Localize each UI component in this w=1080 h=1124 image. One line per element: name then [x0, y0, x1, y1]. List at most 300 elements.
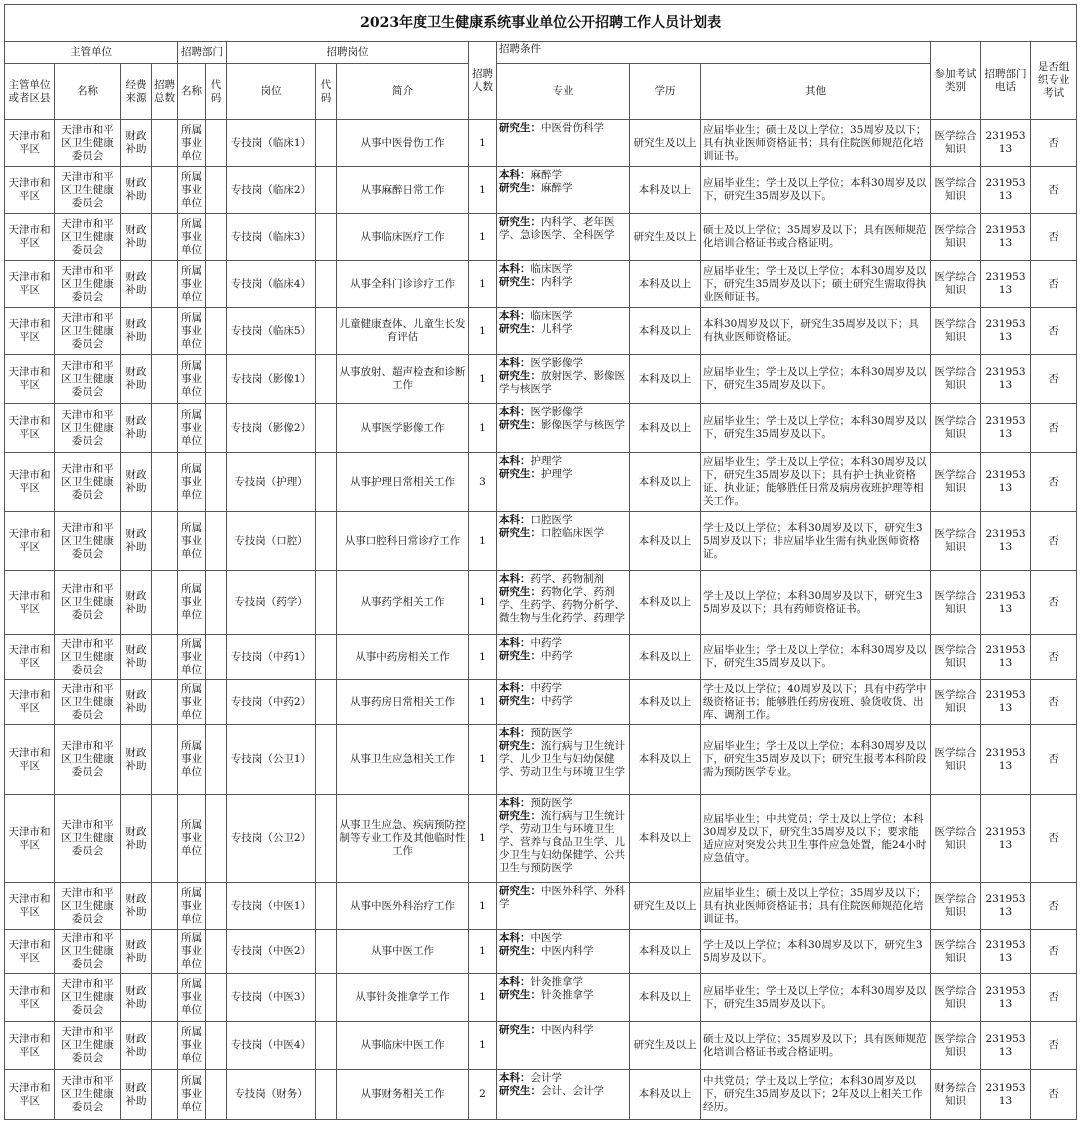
cell-count: 1 — [469, 635, 497, 680]
cell-post-intro: 从事中医工作 — [337, 930, 469, 974]
cell-org-exam: 否 — [1031, 930, 1077, 974]
cell-exam-type: 医学综合知识 — [931, 120, 981, 167]
header-count: 招聘人数 — [469, 42, 497, 120]
major-line — [499, 1085, 627, 1098]
cell-funding: 财政补助 — [121, 120, 152, 167]
major-line — [499, 1072, 627, 1085]
cell-other: 学士及以上学位；40周岁及以下；具有中药学中级资格证书；能够胜任药房夜班、验货收货、出库、调剂工作。 — [701, 680, 931, 725]
cell-district: 天津市和平区 — [5, 512, 55, 571]
table-row — [5, 167, 1077, 214]
cell-degree: 本科及以上 — [630, 635, 701, 680]
cell-dept-code — [206, 571, 227, 635]
cell-total — [152, 308, 178, 355]
cell-phone: 23195313 — [981, 308, 1031, 355]
cell-major — [497, 355, 630, 404]
cell-dept-name: 所属事业单位 — [178, 680, 206, 725]
cell-total — [152, 214, 178, 261]
cell-dept-name: 所属事业单位 — [178, 883, 206, 930]
cell-other: 应届毕业生；学士及以上学位；本科30周岁及以下，研究生35周岁及以下。 — [701, 974, 931, 1022]
major-level-label: 研究生： — [499, 695, 541, 707]
cell-degree: 本科及以上 — [630, 512, 701, 571]
major-level-label: 研究生： — [499, 989, 541, 1001]
cell-count: 1 — [469, 883, 497, 930]
cell-other: 硕士及以上学位；35周岁及以下；具有医师规范化培训合格证书或合格证明。 — [701, 214, 931, 261]
header-unit-name: 名称 — [55, 64, 121, 120]
major-level-label: 研究生： — [499, 1024, 541, 1036]
cell-count: 1 — [469, 404, 497, 453]
cell-major — [497, 261, 630, 308]
cell-major — [497, 974, 630, 1022]
cell-funding: 财政补助 — [121, 930, 152, 974]
major-level-label: 本科： — [499, 169, 531, 181]
major-level-label: 研究生： — [499, 885, 541, 897]
table-row — [5, 308, 1077, 355]
cell-phone: 23195313 — [981, 355, 1031, 404]
major-level-label: 研究生： — [499, 216, 541, 228]
cell-degree: 本科及以上 — [630, 680, 701, 725]
major-level-label: 研究生： — [499, 586, 541, 598]
major-level-label: 研究生： — [499, 740, 541, 752]
header-degree: 学历 — [630, 64, 701, 120]
cell-phone: 23195313 — [981, 930, 1031, 974]
major-text: 护理学 — [530, 455, 562, 467]
major-line — [499, 419, 627, 432]
cell-post-intro: 从事药房日常相关工作 — [337, 680, 469, 725]
cell-dept-code — [206, 883, 227, 930]
cell-funding: 财政补助 — [121, 883, 152, 930]
header-major: 专业 — [497, 64, 630, 120]
cell-count: 1 — [469, 214, 497, 261]
cell-count: 1 — [469, 120, 497, 167]
cell-degree: 本科及以上 — [630, 453, 701, 512]
major-text: 口腔临床医学 — [541, 527, 604, 539]
cell-post-code — [316, 167, 337, 214]
cell-unit-name: 天津市和平区卫生健康委员会 — [55, 795, 121, 883]
cell-funding: 财政补助 — [121, 795, 152, 883]
cell-funding: 财政补助 — [121, 1070, 152, 1120]
header-post: 岗位 — [227, 64, 316, 120]
cell-dept-code — [206, 120, 227, 167]
cell-post-code — [316, 883, 337, 930]
cell-other: 应届毕业生；学士及以上学位；本科30周岁及以下，研究生35周岁及以下。 — [701, 167, 931, 214]
cell-degree: 本科及以上 — [630, 974, 701, 1022]
cell-exam-type: 医学综合知识 — [931, 725, 981, 795]
recruitment-plan-table — [4, 4, 1077, 1120]
cell-phone: 23195313 — [981, 725, 1031, 795]
cell-major — [497, 795, 630, 883]
cell-count: 1 — [469, 974, 497, 1022]
table-row — [5, 974, 1077, 1022]
cell-post: 专技岗（中药1） — [227, 635, 316, 680]
cell-unit-name: 天津市和平区卫生健康委员会 — [55, 453, 121, 512]
cell-dept-code — [206, 1022, 227, 1070]
cell-degree: 本科及以上 — [630, 1070, 701, 1120]
cell-post: 专技岗（中医1） — [227, 883, 316, 930]
cell-post-intro: 从事口腔科日常诊疗工作 — [337, 512, 469, 571]
major-line — [499, 695, 627, 708]
cell-exam-type: 医学综合知识 — [931, 512, 981, 571]
cell-post-intro: 从事放射、超声检查和诊断工作 — [337, 355, 469, 404]
major-line — [499, 263, 627, 276]
cell-total — [152, 261, 178, 308]
cell-org-exam: 否 — [1031, 1070, 1077, 1120]
cell-org-exam: 否 — [1031, 512, 1077, 571]
cell-major — [497, 308, 630, 355]
major-line — [499, 468, 627, 481]
cell-exam-type: 医学综合知识 — [931, 167, 981, 214]
cell-major — [497, 1070, 630, 1120]
cell-count: 1 — [469, 680, 497, 725]
cell-total — [152, 1070, 178, 1120]
cell-exam-type: 医学综合知识 — [931, 214, 981, 261]
major-text: 会计、会计学 — [541, 1085, 604, 1097]
cell-other: 学士及以上学位；本科30周岁及以下，研究生35周岁及以下。 — [701, 930, 931, 974]
cell-post-code — [316, 512, 337, 571]
cell-post: 专技岗（中医3） — [227, 974, 316, 1022]
cell-funding: 财政补助 — [121, 308, 152, 355]
major-text: 内科学 — [541, 276, 573, 288]
major-line — [499, 650, 627, 663]
cell-org-exam: 否 — [1031, 404, 1077, 453]
cell-dept-name: 所属事业单位 — [178, 1070, 206, 1120]
cell-post: 专技岗（临床4） — [227, 261, 316, 308]
cell-count: 1 — [469, 795, 497, 883]
major-text: 内科学、老年医学、急诊医学、全科医学 — [499, 216, 615, 241]
major-text: 预防医学 — [530, 797, 573, 809]
cell-org-exam: 否 — [1031, 167, 1077, 214]
cell-post: 专技岗（护理） — [227, 453, 316, 512]
cell-post-intro: 从事药学相关工作 — [337, 571, 469, 635]
header-unit-group: 主管单位 — [5, 42, 178, 64]
cell-exam-type: 医学综合知识 — [931, 795, 981, 883]
cell-total — [152, 512, 178, 571]
major-line — [499, 514, 627, 527]
cell-other: 应届毕业生；学士及以上学位；本科30周岁及以下，研究生35周岁及以下。 — [701, 635, 931, 680]
header-post-intro: 简介 — [337, 64, 469, 120]
major-text: 会计学 — [530, 1072, 562, 1084]
cell-dept-code — [206, 404, 227, 453]
cell-count: 1 — [469, 725, 497, 795]
cell-unit-name: 天津市和平区卫生健康委员会 — [55, 512, 121, 571]
cell-total — [152, 167, 178, 214]
cell-other: 中共党员；学士及以上学位；本科30周岁及以下，研究生35周岁及以下；2年及以上相关工作经历。 — [701, 1070, 931, 1120]
cell-major — [497, 120, 630, 167]
cell-post: 专技岗（公卫1） — [227, 725, 316, 795]
cell-degree: 研究生及以上 — [630, 883, 701, 930]
major-text: 中医外科学、外科学 — [499, 885, 625, 910]
major-text: 流行病与卫生统计学、儿少卫生与妇幼保健学、劳动卫生与环境卫生学 — [499, 740, 625, 778]
major-text: 临床医学 — [530, 263, 573, 275]
cell-funding: 财政补助 — [121, 974, 152, 1022]
cell-total — [152, 883, 178, 930]
cell-total — [152, 120, 178, 167]
cell-org-exam: 否 — [1031, 680, 1077, 725]
cell-post-intro: 从事临床医疗工作 — [337, 214, 469, 261]
cell-post: 专技岗（中药2） — [227, 680, 316, 725]
cell-post-intro: 从事针灸推拿学工作 — [337, 974, 469, 1022]
cell-post-intro: 从事财务相关工作 — [337, 1070, 469, 1120]
cell-count: 2 — [469, 1070, 497, 1120]
cell-dept-name: 所属事业单位 — [178, 404, 206, 453]
table-row — [5, 404, 1077, 453]
cell-post-intro: 从事卫生应急、疾病预防控制等专业工作及其他临时性工作 — [337, 795, 469, 883]
header-unit-total: 招聘总数 — [152, 64, 178, 120]
cell-degree: 本科及以上 — [630, 308, 701, 355]
cell-org-exam: 否 — [1031, 974, 1077, 1022]
cell-district: 天津市和平区 — [5, 930, 55, 974]
cell-dept-name: 所属事业单位 — [178, 725, 206, 795]
header-exam-type: 参加考试类别 — [931, 42, 981, 120]
cell-unit-name: 天津市和平区卫生健康委员会 — [55, 680, 121, 725]
cell-other: 应届毕业生；硕士及以上学位；35周岁及以下；具有执业医师资格证书；具有住院医师规范化培训证书。 — [701, 120, 931, 167]
major-text: 中医骨伤科学 — [541, 122, 604, 134]
cell-phone: 23195313 — [981, 635, 1031, 680]
cell-other: 应届毕业生；学士及以上学位；本科30周岁及以下，研究生35周岁及以下。 — [701, 404, 931, 453]
cell-post: 专技岗（临床5） — [227, 308, 316, 355]
cell-post: 专技岗（临床1） — [227, 120, 316, 167]
major-level-label: 研究生： — [499, 122, 541, 134]
cell-major — [497, 167, 630, 214]
major-text: 药物化学、药剂学、生药学、药物分析学、微生物与生化药学、药理学 — [499, 586, 625, 624]
cell-org-exam: 否 — [1031, 635, 1077, 680]
cell-post: 专技岗（中医2） — [227, 930, 316, 974]
cell-count: 1 — [469, 308, 497, 355]
cell-funding: 财政补助 — [121, 404, 152, 453]
header-other: 其他 — [701, 64, 931, 120]
cell-total — [152, 725, 178, 795]
cell-other: 硕士及以上学位；35周岁及以下；具有医师规范化培训合格证书或合格证明。 — [701, 1022, 931, 1070]
cell-unit-name: 天津市和平区卫生健康委员会 — [55, 308, 121, 355]
cell-dept-name: 所属事业单位 — [178, 120, 206, 167]
cell-unit-name: 天津市和平区卫生健康委员会 — [55, 1070, 121, 1120]
cell-unit-name: 天津市和平区卫生健康委员会 — [55, 167, 121, 214]
cell-phone: 23195313 — [981, 883, 1031, 930]
cell-dept-name: 所属事业单位 — [178, 167, 206, 214]
cell-total — [152, 974, 178, 1022]
cell-exam-type: 医学综合知识 — [931, 635, 981, 680]
major-level-label: 本科： — [499, 263, 531, 275]
cell-post: 专技岗（临床2） — [227, 167, 316, 214]
major-line — [499, 357, 627, 370]
header-phone: 招聘部门电话 — [981, 42, 1031, 120]
header-unit-district: 主管单位或者区县 — [5, 64, 55, 120]
major-line — [499, 182, 627, 195]
cell-post-code — [316, 404, 337, 453]
major-level-label: 研究生： — [499, 419, 541, 431]
cell-phone: 23195313 — [981, 1022, 1031, 1070]
major-level-label: 本科： — [499, 682, 531, 694]
cell-other: 应届毕业生；学士及以上学位；本科30周岁及以下，研究生35周岁及以下；研究生报考本科阶段需为预防医学专业。 — [701, 725, 931, 795]
cell-district: 天津市和平区 — [5, 214, 55, 261]
major-level-label: 本科： — [499, 514, 531, 526]
major-level-label: 本科： — [499, 406, 531, 418]
cell-unit-name: 天津市和平区卫生健康委员会 — [55, 635, 121, 680]
cell-org-exam: 否 — [1031, 571, 1077, 635]
cell-count: 1 — [469, 512, 497, 571]
cell-phone: 23195313 — [981, 571, 1031, 635]
cell-degree: 本科及以上 — [630, 167, 701, 214]
major-level-label: 研究生： — [499, 527, 541, 539]
major-line — [499, 945, 627, 958]
cell-funding: 财政补助 — [121, 1022, 152, 1070]
header-dept-name: 名称 — [178, 64, 206, 120]
cell-post: 专技岗（财务） — [227, 1070, 316, 1120]
table-row — [5, 261, 1077, 308]
cell-exam-type: 医学综合知识 — [931, 930, 981, 974]
cell-count: 1 — [469, 355, 497, 404]
table-row — [5, 355, 1077, 404]
cell-post-code — [316, 308, 337, 355]
cell-district: 天津市和平区 — [5, 680, 55, 725]
cell-district: 天津市和平区 — [5, 120, 55, 167]
major-text: 麻醉学 — [541, 182, 573, 194]
cell-unit-name: 天津市和平区卫生健康委员会 — [55, 974, 121, 1022]
cell-post-intro: 从事临床中医工作 — [337, 1022, 469, 1070]
cell-post: 专技岗（公卫2） — [227, 795, 316, 883]
cell-phone: 23195313 — [981, 214, 1031, 261]
table-row — [5, 635, 1077, 680]
cell-post-code — [316, 571, 337, 635]
cell-dept-code — [206, 974, 227, 1022]
cell-funding: 财政补助 — [121, 214, 152, 261]
cell-funding: 财政补助 — [121, 261, 152, 308]
cell-post-intro: 从事全科门诊诊疗工作 — [337, 261, 469, 308]
cell-district: 天津市和平区 — [5, 571, 55, 635]
major-level-label: 本科： — [499, 637, 531, 649]
cell-major — [497, 725, 630, 795]
cell-post-code — [316, 453, 337, 512]
table-row — [5, 120, 1077, 167]
table-row — [5, 930, 1077, 974]
major-text: 口腔医学 — [530, 514, 573, 526]
cell-count: 1 — [469, 1022, 497, 1070]
major-line — [499, 310, 627, 323]
major-line — [499, 740, 627, 779]
cell-total — [152, 404, 178, 453]
cell-post-code — [316, 930, 337, 974]
cell-total — [152, 355, 178, 404]
cell-post-intro: 儿童健康查体、儿童生长发育评估 — [337, 308, 469, 355]
major-level-label: 研究生： — [499, 1085, 541, 1097]
cell-exam-type: 医学综合知识 — [931, 883, 981, 930]
cell-unit-name: 天津市和平区卫生健康委员会 — [55, 120, 121, 167]
cell-dept-code — [206, 308, 227, 355]
header-conditions-group: 招聘条件 — [497, 42, 931, 64]
cell-major — [497, 680, 630, 725]
cell-funding: 财政补助 — [121, 725, 152, 795]
major-level-label: 本科： — [499, 455, 531, 467]
cell-district: 天津市和平区 — [5, 883, 55, 930]
cell-other: 应届毕业生；学士及以上学位；本科30周岁及以下，研究生35周岁及以下。 — [701, 355, 931, 404]
header-org-exam: 是否组织专业考试 — [1031, 42, 1077, 120]
major-line — [499, 727, 627, 740]
major-level-label: 本科： — [499, 797, 531, 809]
cell-org-exam: 否 — [1031, 795, 1077, 883]
cell-phone: 23195313 — [981, 1070, 1031, 1120]
cell-dept-name: 所属事业单位 — [178, 261, 206, 308]
cell-total — [152, 453, 178, 512]
major-line — [499, 932, 627, 945]
major-text: 中医内科学 — [541, 1024, 594, 1036]
cell-exam-type: 医学综合知识 — [931, 1022, 981, 1070]
major-text: 中药学 — [541, 650, 573, 662]
cell-post-intro: 从事卫生应急相关工作 — [337, 725, 469, 795]
cell-post-intro: 从事中药房相关工作 — [337, 635, 469, 680]
cell-total — [152, 680, 178, 725]
cell-major — [497, 635, 630, 680]
cell-dept-code — [206, 635, 227, 680]
cell-major — [497, 512, 630, 571]
major-line — [499, 455, 627, 468]
major-line — [499, 682, 627, 695]
major-text: 针灸推拿学 — [530, 976, 583, 988]
major-text: 中药学 — [530, 682, 562, 694]
cell-major — [497, 214, 630, 261]
major-text: 儿科学 — [541, 323, 573, 335]
major-line — [499, 810, 627, 875]
table-row — [5, 214, 1077, 261]
major-level-label: 研究生： — [499, 182, 541, 194]
cell-total — [152, 635, 178, 680]
major-line — [499, 370, 627, 396]
major-text: 流行病与卫生统计学、劳动卫生与环境卫生学、营养与食品卫生学、儿少卫生与妇幼保健学、公共卫生与预防医学 — [499, 810, 625, 874]
cell-dept-name: 所属事业单位 — [178, 308, 206, 355]
major-level-label: 本科： — [499, 976, 531, 988]
cell-count: 1 — [469, 571, 497, 635]
major-text: 预防医学 — [530, 727, 573, 739]
cell-post-code — [316, 355, 337, 404]
cell-unit-name: 天津市和平区卫生健康委员会 — [55, 1022, 121, 1070]
major-level-label: 研究生： — [499, 276, 541, 288]
cell-count: 1 — [469, 261, 497, 308]
cell-dept-code — [206, 355, 227, 404]
cell-other: 应届毕业生；学士及以上学位；本科30周岁及以下，研究生35周岁及以下；具有护士执业资格证、执业证；能够胜任日常及病房夜班护理等相关工作。 — [701, 453, 931, 512]
cell-exam-type: 医学综合知识 — [931, 355, 981, 404]
table-row — [5, 1022, 1077, 1070]
cell-unit-name: 天津市和平区卫生健康委员会 — [55, 404, 121, 453]
cell-dept-name: 所属事业单位 — [178, 974, 206, 1022]
major-line — [499, 169, 627, 182]
cell-dept-code — [206, 214, 227, 261]
cell-district: 天津市和平区 — [5, 453, 55, 512]
cell-org-exam: 否 — [1031, 355, 1077, 404]
cell-degree: 本科及以上 — [630, 355, 701, 404]
major-text: 麻醉学 — [530, 169, 562, 181]
major-level-label: 研究生： — [499, 945, 541, 957]
major-level-label: 研究生： — [499, 370, 541, 382]
cell-post-code — [316, 261, 337, 308]
cell-funding: 财政补助 — [121, 635, 152, 680]
cell-other: 应届毕业生；学士及以上学位；本科30周岁及以下，研究生35周岁及以下；硕士研究生需取得执业医师证书。 — [701, 261, 931, 308]
cell-unit-name: 天津市和平区卫生健康委员会 — [55, 355, 121, 404]
major-level-label: 本科： — [499, 932, 531, 944]
cell-dept-name: 所属事业单位 — [178, 453, 206, 512]
cell-unit-name: 天津市和平区卫生健康委员会 — [55, 930, 121, 974]
cell-org-exam: 否 — [1031, 725, 1077, 795]
cell-dept-code — [206, 680, 227, 725]
major-text: 中药学 — [541, 695, 573, 707]
major-line — [499, 976, 627, 989]
cell-count: 1 — [469, 930, 497, 974]
cell-district: 天津市和平区 — [5, 404, 55, 453]
major-level-label: 研究生： — [499, 468, 541, 480]
cell-exam-type: 医学综合知识 — [931, 680, 981, 725]
cell-post-intro: 从事中医外科治疗工作 — [337, 883, 469, 930]
cell-total — [152, 1022, 178, 1070]
cell-degree: 研究生及以上 — [630, 1022, 701, 1070]
major-level-label: 研究生： — [499, 650, 541, 662]
header-dept-code: 代码 — [206, 64, 227, 120]
